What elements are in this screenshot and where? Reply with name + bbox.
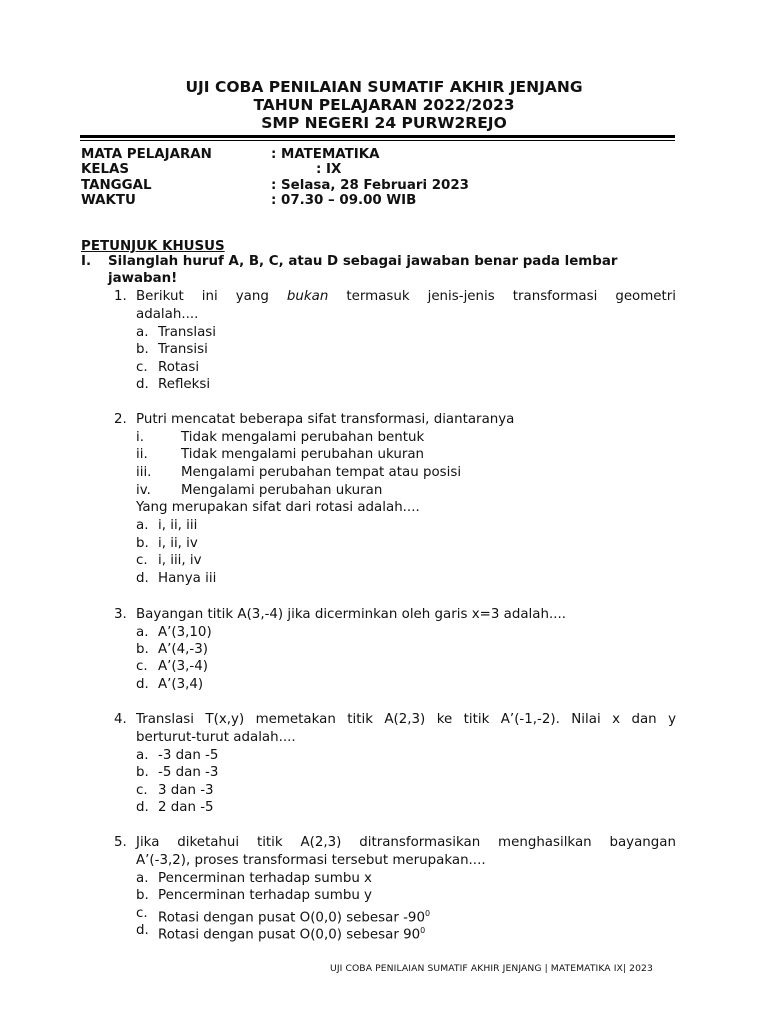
question-5-number: 5. — [114, 835, 127, 850]
degree-superscript: 0 — [424, 909, 431, 918]
q1-option-letter: b. — [136, 342, 149, 357]
q1-option-b: Transisi — [158, 342, 208, 357]
q3-option-c: A’(3,-4) — [158, 659, 208, 674]
q3-option-letter: b. — [136, 642, 149, 657]
q2-statement-iii: Mengalami perubahan tempat atau posisi — [181, 465, 462, 480]
q4-option-c: 3 dan -3 — [158, 783, 214, 798]
q4-option-letter: d. — [136, 800, 149, 815]
date-label: TANGGAL — [81, 178, 152, 193]
q2-roman-num: i. — [136, 430, 144, 445]
q4-option-a: -3 dan -5 — [158, 748, 219, 763]
time-value: : 07.30 – 09.00 WIB — [271, 193, 417, 208]
question-1-text-line2: adalah.... — [136, 307, 199, 322]
instructions-title: PETUNJUK KHUSUS — [81, 239, 225, 254]
q2-roman-num: iv. — [136, 483, 151, 498]
question-5-text: Jika diketahui titik A(2,3) ditransformasikan menghasilkan bayangan — [136, 835, 676, 850]
time-label: WAKTU — [81, 193, 136, 208]
q2-statement-i: Tidak mengalami perubahan bentuk — [181, 430, 425, 445]
q2-option-letter: c. — [136, 553, 148, 568]
page-footer: UJI COBA PENILAIAN SUMATIF AKHIR JENJANG | MATEMATIKA IX| 2023 — [330, 963, 653, 974]
q4-option-d: 2 dan -5 — [158, 800, 214, 815]
header-rule-thick — [80, 135, 675, 138]
q1-option-c: Rotasi — [158, 360, 200, 375]
section-number: I. — [81, 254, 92, 269]
q5-option-letter: b. — [136, 888, 149, 903]
q3-option-letter: c. — [136, 659, 148, 674]
exam-title: UJI COBA PENILAIAN SUMATIF AKHIR JENJANG — [185, 78, 583, 96]
class-value: : IX — [316, 162, 342, 177]
question-2-text: Putri mencatat beberapa sifat transformasi, diantaranya — [136, 412, 515, 427]
q2-statement-iv: Mengalami perubahan ukuran — [181, 483, 383, 498]
q2-roman-num: iii. — [136, 465, 152, 480]
q1-option-d: Refleksi — [158, 377, 211, 392]
q5-option-letter: d. — [136, 923, 149, 938]
section-instruction-line1: Silanglah huruf A, B, C, atau D sebagai jawaban benar pada lembar — [108, 254, 618, 269]
school-name: SMP NEGERI 24 PURW2REJO — [261, 114, 507, 132]
q2-option-letter: d. — [136, 571, 149, 586]
q4-option-letter: c. — [136, 783, 148, 798]
q2-option-c: i, iii, iv — [158, 553, 202, 568]
class-label: KELAS — [81, 162, 130, 177]
q3-option-letter: a. — [136, 625, 149, 640]
q2-statement-ii: Tidak mengalami perubahan ukuran — [181, 447, 425, 462]
q1-option-letter: d. — [136, 377, 149, 392]
q2-option-b: i, ii, iv — [158, 536, 198, 551]
q4-option-b: -5 dan -3 — [158, 765, 219, 780]
question-2-number: 2. — [114, 412, 127, 427]
subject-value: : MATEMATIKA — [271, 147, 380, 162]
date-value: : Selasa, 28 Februari 2023 — [271, 178, 469, 193]
q5-option-a: Pencerminan terhadap sumbu x — [158, 871, 372, 886]
degree-superscript: 0 — [420, 926, 426, 935]
q1-option-letter: c. — [136, 360, 148, 375]
q5-option-letter: c. — [136, 906, 148, 921]
q2-option-letter: a. — [136, 518, 149, 533]
q2-roman-num: ii. — [136, 447, 148, 462]
question-4-text-line2: berturut-turut adalah.... — [136, 730, 296, 745]
question-1-number: 1. — [114, 289, 127, 304]
q3-option-letter: d. — [136, 677, 149, 692]
question-3-text: Bayangan titik A(3,-4) jika dicerminkan oleh garis x=3 adalah.... — [136, 607, 566, 622]
question-3-number: 3. — [114, 607, 127, 622]
q1-option-a: Translasi — [158, 325, 217, 340]
q5-option-b: Pencerminan terhadap sumbu y — [158, 888, 372, 903]
q3-option-b: A’(4,-3) — [158, 642, 208, 657]
q3-option-d: A’(3,4) — [158, 677, 204, 692]
question-2-prompt: Yang merupakan sifat dari rotasi adalah.... — [136, 500, 420, 515]
header-rule-thin — [80, 140, 675, 141]
question-1-text: Berikut ini yang bukan termasuk jenis-jenis transformasi geometri — [136, 289, 677, 304]
q2-option-a: i, ii, iii — [158, 518, 198, 533]
q4-option-letter: a. — [136, 748, 149, 763]
q3-option-a: A’(3,10) — [158, 625, 212, 640]
q2-option-letter: b. — [136, 536, 149, 551]
question-4-number: 4. — [114, 712, 127, 727]
q5-option-d: Rotasi dengan pusat O(0,0) sebesar $90^0$ — [158, 926, 426, 943]
section-instruction-line2: jawaban! — [108, 271, 178, 286]
subject-label: MATA PELAJARAN — [81, 147, 212, 162]
q1-option-letter: a. — [136, 325, 149, 340]
q2-option-d: Hanya iii — [158, 571, 217, 586]
academic-year: TAHUN PELAJARAN 2022/2023 — [253, 96, 515, 114]
question-5-text-line2: A’(-3,2), proses transformasi tersebut merupakan.... — [136, 853, 486, 868]
q5-option-c: Rotasi dengan pusat O(0,0) sebesar $-90^0$ — [158, 909, 431, 926]
question-4-text: Translasi T(x,y) memetakan titik A(2,3) ke titik A’(-1,-2). Nilai x dan y — [136, 712, 676, 727]
q5-option-letter: a. — [136, 871, 149, 886]
q4-option-letter: b. — [136, 765, 149, 780]
